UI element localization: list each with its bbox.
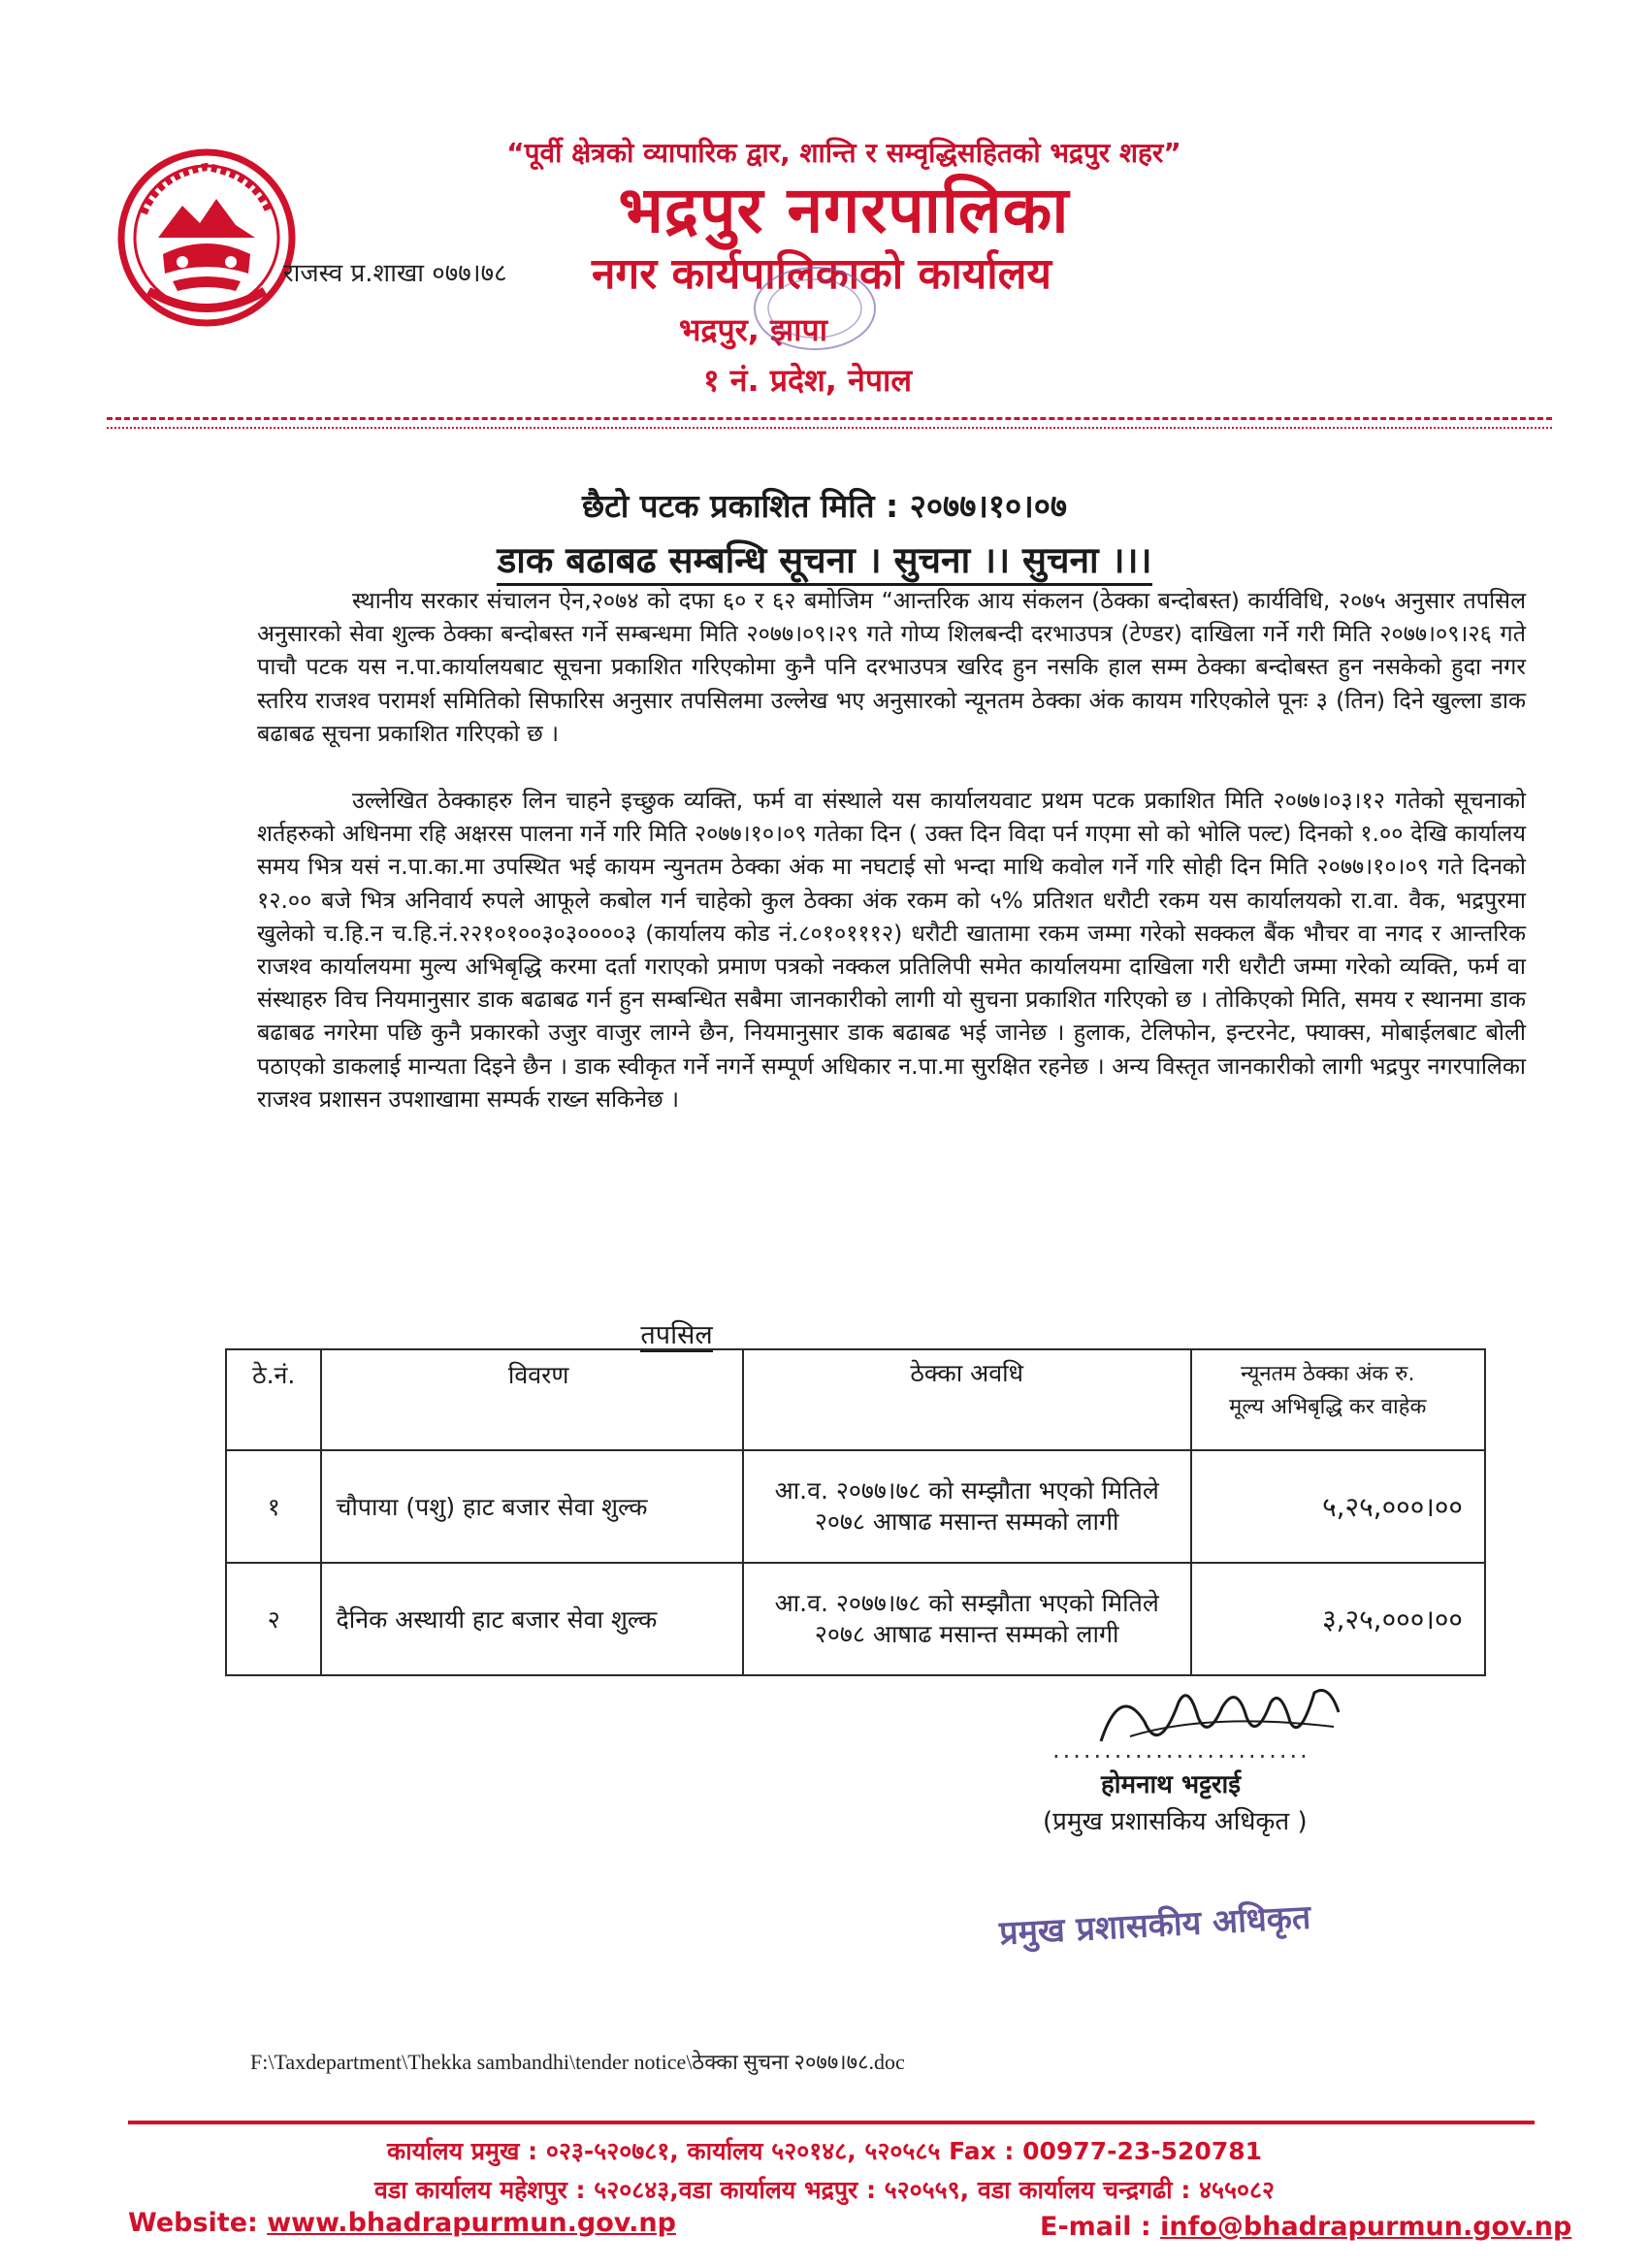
notice-paragraph-2: उल्लेखित ठेक्काहरु लिन चाहने इच्छुक व्यक्ति, फर्म वा संस्थाले यस कार्यालयवाट प्रथम पटक प्रकाशित मिति २०७७।०३।१२ गतेको सूचनाको शर्तहरुको अधिनमा रहि अक्षरस पालना गर्ने गरि मिति २०७७।१०।०९ गतेका दिन ( उक्त दिन विदा पर्न गएमा सो को भोलि पल्ट) दिनको १.०० देखि कार्यालय समय भित्र यसं न.पा.का.मा उपस्थित भई कायम न्युनतम ठेक्का अंक मा नघटाई सो भन्दा माथि कवोल गर्ने गरि सोही दिन मिति २०७७।१०।०९ गते दिनको १२.०० बजे भित्र अनिवार्य रुपले आफूले कबोल गर्न चाहेको कुल ठेक्का अंक रकम को ५% प्रतिशत धरौटी रकम यस कार्यालयको रा.वा. वैक, भद्रपुरमा खुलेको च.हि.न च.हि.नं.२२१०१००३०३००००३ (कार्यालय कोड नं.८०१०१११२) धरौटी खातामा रकम जम्मा गरेको सक्कल बैंक भौचर वा नगद र आन्तरिक राजश्व कार्यालयमा मुल्य अभिबृद्धि करमा दर्ता गराएको प्रमाण पत्रको नक्कल प्रतिलिपी समेत कार्यालयमा दाखिला गरी धरौटी जम्मा गरेको व्यक्ति, फर्म वा संस्थाहरु विच नियमानुसार डाक बढाबढ गर्न हुन सम्बन्धित सबैमा जानकारीको लागी यो सुचना प्रकाशित गरिएको छ । तोकिएको मिति, समय र स्थानमा डाक बढाबढ नगरेमा पछि कुनै प्रकारको उजुर वाजुर लाग्ने छैन, नियमानुसार डाक बढाबढ भई जानेछ । हुलाक, टेलिफोन, इन्टरनेट, फ्याक्स, मोबाईलबाट बोली पठाएको डाकलाई मान्यता दिइने छैन । डाक स्वीकृत गर्ने नगर्ने सम्पूर्ण अधिकार न.पा.मा सुरक्षित रहनेछ । अन्य विस्तृत जानकारीको लागी भद्रपुर नगरपालिका राजश्व प्रशासन उपशाखामा सम्पर्क राख्न सकिनेछ । [257, 787, 1526, 1113]
notice-title [0, 534, 1649, 583]
cell-duration: आ.व. २०७७।७८ को सम्झौता भएको मितिले २०७८ आषाढ मसान्त सम्मको लागी [743, 1563, 1191, 1675]
header-amount-line-1: न्यूनतम ठेक्का अंक रु. [1241, 1362, 1415, 1386]
publication-date: छैटो पटक प्रकाशित मिति : २०७७।१०।०७ [581, 487, 1068, 525]
document-file-path: F:\Taxdepartment\Thekka sambandhi\tender notice\ठेक्का सुचना २०७७।७८.doc [250, 2050, 905, 2074]
signatory-designation: (प्रमुख प्रशासकिय अधिकृत ) [1043, 1807, 1308, 1836]
footer-divider [128, 2121, 1535, 2124]
website-link[interactable]: www.bhadrapurmun.gov.np [267, 2208, 676, 2238]
header-minimum-amount [1191, 1349, 1485, 1450]
signature-line: ......................... [1052, 1736, 1310, 1764]
municipality-slogan: “पूर्वी क्षेत्रको व्यापारिक द्वार, शान्ति र सम्वृद्धिसहितको भद्रपुर शहर” [506, 137, 1181, 169]
header-amount-line-2: मूल्य अभिबृद्धि कर वाहेक [1229, 1395, 1427, 1419]
office-address: भद्रपुर, झापा [679, 311, 827, 348]
header-contract-duration: ठेक्का अवधि [743, 1349, 1191, 1450]
website-label: Website: [128, 2208, 268, 2238]
cell-contract-number: १ [226, 1450, 321, 1563]
schedule-table [225, 1348, 1486, 1676]
schedule-title [0, 1315, 1353, 1351]
header-contract-number: ठे.नं. [226, 1349, 321, 1450]
office-seal-stamp-icon [747, 260, 883, 357]
footer-contact-line-2: वडा कार्यालय महेशपुर : ५२०८४३,वडा कार्यालय भद्रपुर : ५२०५५९, वडा कार्यालय चन्द्रगढी : ४५५०८२ [373, 2176, 1276, 2204]
table-header-row [226, 1349, 1485, 1450]
government-emblem-icon [114, 146, 299, 330]
footer-website [128, 2208, 676, 2238]
department-reference: राजस्व प्र.शाखा ०७७।७८ [283, 259, 507, 288]
footer-email [1040, 2212, 1571, 2242]
designation-stamp: प्रमुख प्रशासकीय अधिकृत [998, 1897, 1312, 1954]
cell-description: दैनिक अस्थायी हाट बजार सेवा शुल्क [321, 1563, 742, 1675]
header-divider-dotted [107, 427, 1552, 429]
cell-description: चौपाया (पशु) हाट बजार सेवा शुल्क [321, 1450, 742, 1563]
municipality-name: भद्रपुर नगरपालिका [618, 173, 1070, 247]
header-description: विवरण [321, 1349, 742, 1450]
notice-paragraph-1: स्थानीय सरकार संचालन ऐन,२०७४ को दफा ६० र ६२ बमोजिम “आन्तरिक आय संकलन (ठेक्का बन्दोबस्त) कार्यविधि, २०७५ अनुसार तपसिल अनुसारको सेवा शुल्क ठेक्का बन्दोबस्त गर्ने सम्बन्धमा मिति २०७७।०९।२९ गते गोप्य शिलबन्दी दरभाउपत्र (टेण्डर) दाखिला गर्ने गरी मिति २०७७।०९।२६ गते पाचौ पटक यस न.पा.कार्यालयबाट सूचना प्रकाशित गरिएकोमा कुनै पनि दरभाउपत्र खरिद हुन नसकि हाल सम्म ठेक्का बन्दोबस्त हुन नसकेको हुदा नगर स्तरिय राजश्व परामर्श समितिको सिफारिस अनुसार तपसिलमा उल्लेख भए अनुसारको न्यूनतम ठेक्का अंक कायम गरिएकोले पूनः ३ (तिन) दिने खुल्ला डाक बढाबढ सूचना प्रकाशित गरिएको छ । [257, 587, 1526, 747]
cell-duration: आ.व. २०७७।७८ को सम्झौता भएको मितिले २०७८ आषाढ मसान्त सम्मको लागी [743, 1450, 1191, 1563]
cell-amount: ५,२५,०००।०० [1191, 1450, 1485, 1563]
signatory-name: होमनाथ भट्टराई [1101, 1770, 1242, 1799]
email-label: E-mail : [1040, 2212, 1161, 2242]
office-province: १ नं. प्रदेश, नेपाल [703, 362, 913, 399]
office-name: नगर कार्यपालिकाको कार्यालय [592, 249, 1051, 299]
table-row [226, 1450, 1485, 1563]
footer-contact-line-1: कार्यालय प्रमुख : ०२३-५२०७८१, कार्यालय ५२०१४८, ५२०५८५ Fax : 00977-23-520781 [386, 2137, 1263, 2165]
cell-contract-number: २ [226, 1563, 321, 1675]
email-link[interactable]: info@bhadrapurmun.gov.np [1160, 2212, 1572, 2242]
header-divider [107, 417, 1552, 420]
schedule-title-text: तपसिल [640, 1320, 713, 1350]
table-row [226, 1563, 1485, 1675]
cell-amount: ३,२५,०००।०० [1191, 1563, 1485, 1675]
notice-title-text: डाक बढाबढ सम्बन्धि सूचना । सुचना ।। सुचना ।।। [497, 539, 1151, 586]
